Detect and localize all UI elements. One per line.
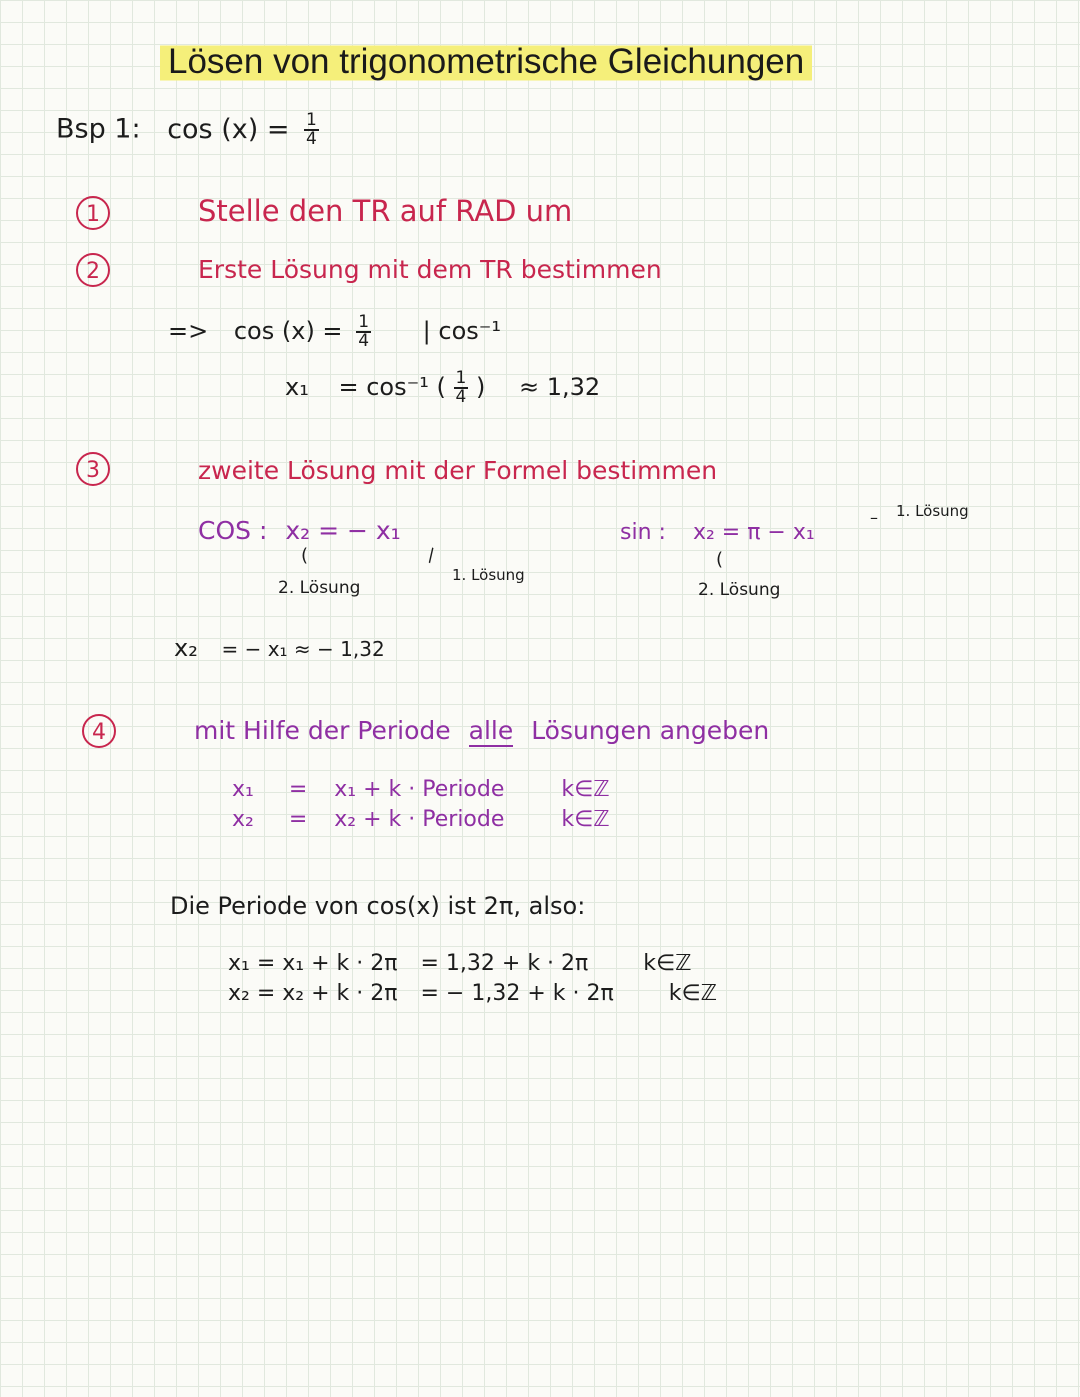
step-4-text-pre: mit Hilfe der Periode: [194, 716, 451, 745]
final-rhs: = − 1,32 + k · 2π: [420, 981, 614, 1006]
step-2-line-2: [285, 370, 600, 406]
row-rhs: x₂ + k · Periode: [334, 807, 505, 832]
step-number-4: 4: [82, 714, 116, 748]
operation-note: | cos⁻¹: [422, 317, 502, 345]
cos-second-arrow: (: [301, 545, 309, 566]
sin-label: sin :: [620, 520, 666, 545]
cos-label: COS :: [198, 516, 268, 545]
fraction-denominator: 4: [306, 129, 317, 149]
x1-result: ≈ 1,32: [519, 373, 601, 401]
x2-result-line: [174, 634, 385, 662]
example-line: [56, 112, 319, 148]
sin-note-second: 2. Lösung: [698, 580, 781, 600]
step-4-text-post: Lösungen angeben: [531, 716, 770, 745]
step-4-text-underlined: alle: [468, 716, 514, 745]
cos-formula-line: [198, 516, 401, 545]
final-rhs: = 1,32 + k · 2π: [420, 951, 589, 976]
step-2-text: Erste Lösung mit dem TR bestimmen: [198, 255, 662, 284]
fraction-quarter: [454, 370, 469, 406]
step-4-text: [194, 716, 769, 745]
period-text: Die Periode von cos(x) ist 2π, also:: [170, 892, 586, 920]
step-1-text: Stelle den TR auf RAD um: [198, 194, 573, 228]
step-number-3: 3: [76, 452, 110, 486]
step-2-line-1: [168, 314, 501, 350]
row-domain: k∈ℤ: [561, 777, 610, 802]
final-domain: k∈ℤ: [668, 981, 718, 1006]
row-eq: =: [288, 807, 308, 832]
sin-first-arrow: –: [870, 508, 878, 527]
period-row-2: [232, 807, 610, 832]
implies-arrow: =>: [168, 317, 209, 345]
row-rhs: x₁ + k · Periode: [334, 777, 505, 802]
example-fraction: [304, 112, 319, 148]
final-domain: k∈ℤ: [643, 951, 692, 976]
sin-formula: x₂ = π − x₁: [692, 520, 815, 545]
final-lhs: x₂ = x₂ + k · 2π: [228, 981, 398, 1006]
sin-second-arrow: (: [716, 549, 724, 570]
fraction-denominator: 4: [358, 331, 370, 351]
cos-first-arrow: \: [423, 544, 439, 567]
row-eq: =: [288, 777, 308, 802]
fraction-numerator: 1: [455, 368, 467, 388]
row-domain: k∈ℤ: [561, 807, 610, 832]
close-paren: ): [475, 373, 486, 401]
arccos-expression: = cos⁻¹ (: [338, 373, 446, 401]
x2-symbol: x₂: [174, 634, 198, 662]
row-lhs: x₁: [232, 777, 254, 802]
fraction-numerator: 1: [358, 312, 370, 332]
example-equation: cos (x) =: [167, 113, 290, 145]
cos-note-first: 1. Lösung: [452, 566, 525, 584]
step-3-text: zweite Lösung mit der Formel bestimmen: [198, 456, 718, 485]
cos-note-second: 2. Lösung: [278, 578, 361, 598]
x2-result: = − x₁ ≈ − 1,32: [221, 637, 385, 661]
sin-note-first: 1. Lösung: [896, 502, 969, 520]
step-number-2: 2: [76, 253, 110, 287]
fraction-quarter: [356, 314, 371, 350]
page-title: Lösen von trigonometrische Gleichungen: [160, 40, 812, 84]
sin-formula-line: [620, 520, 815, 545]
x1-symbol: x₁: [285, 373, 309, 401]
final-lhs: x₁ = x₁ + k · 2π: [228, 951, 398, 976]
fraction-numerator: 1: [306, 110, 317, 130]
cos-formula: x₂ = − x₁: [285, 516, 401, 545]
period-row-1: [232, 777, 610, 802]
example-label: Bsp 1:: [56, 113, 141, 145]
step-number-1: 1: [76, 196, 110, 230]
fraction-denominator: 4: [455, 387, 467, 407]
row-lhs: x₂: [232, 807, 254, 832]
final-row-2: [228, 981, 717, 1006]
final-row-1: [228, 951, 692, 976]
cos-equation: cos (x) =: [233, 317, 343, 345]
